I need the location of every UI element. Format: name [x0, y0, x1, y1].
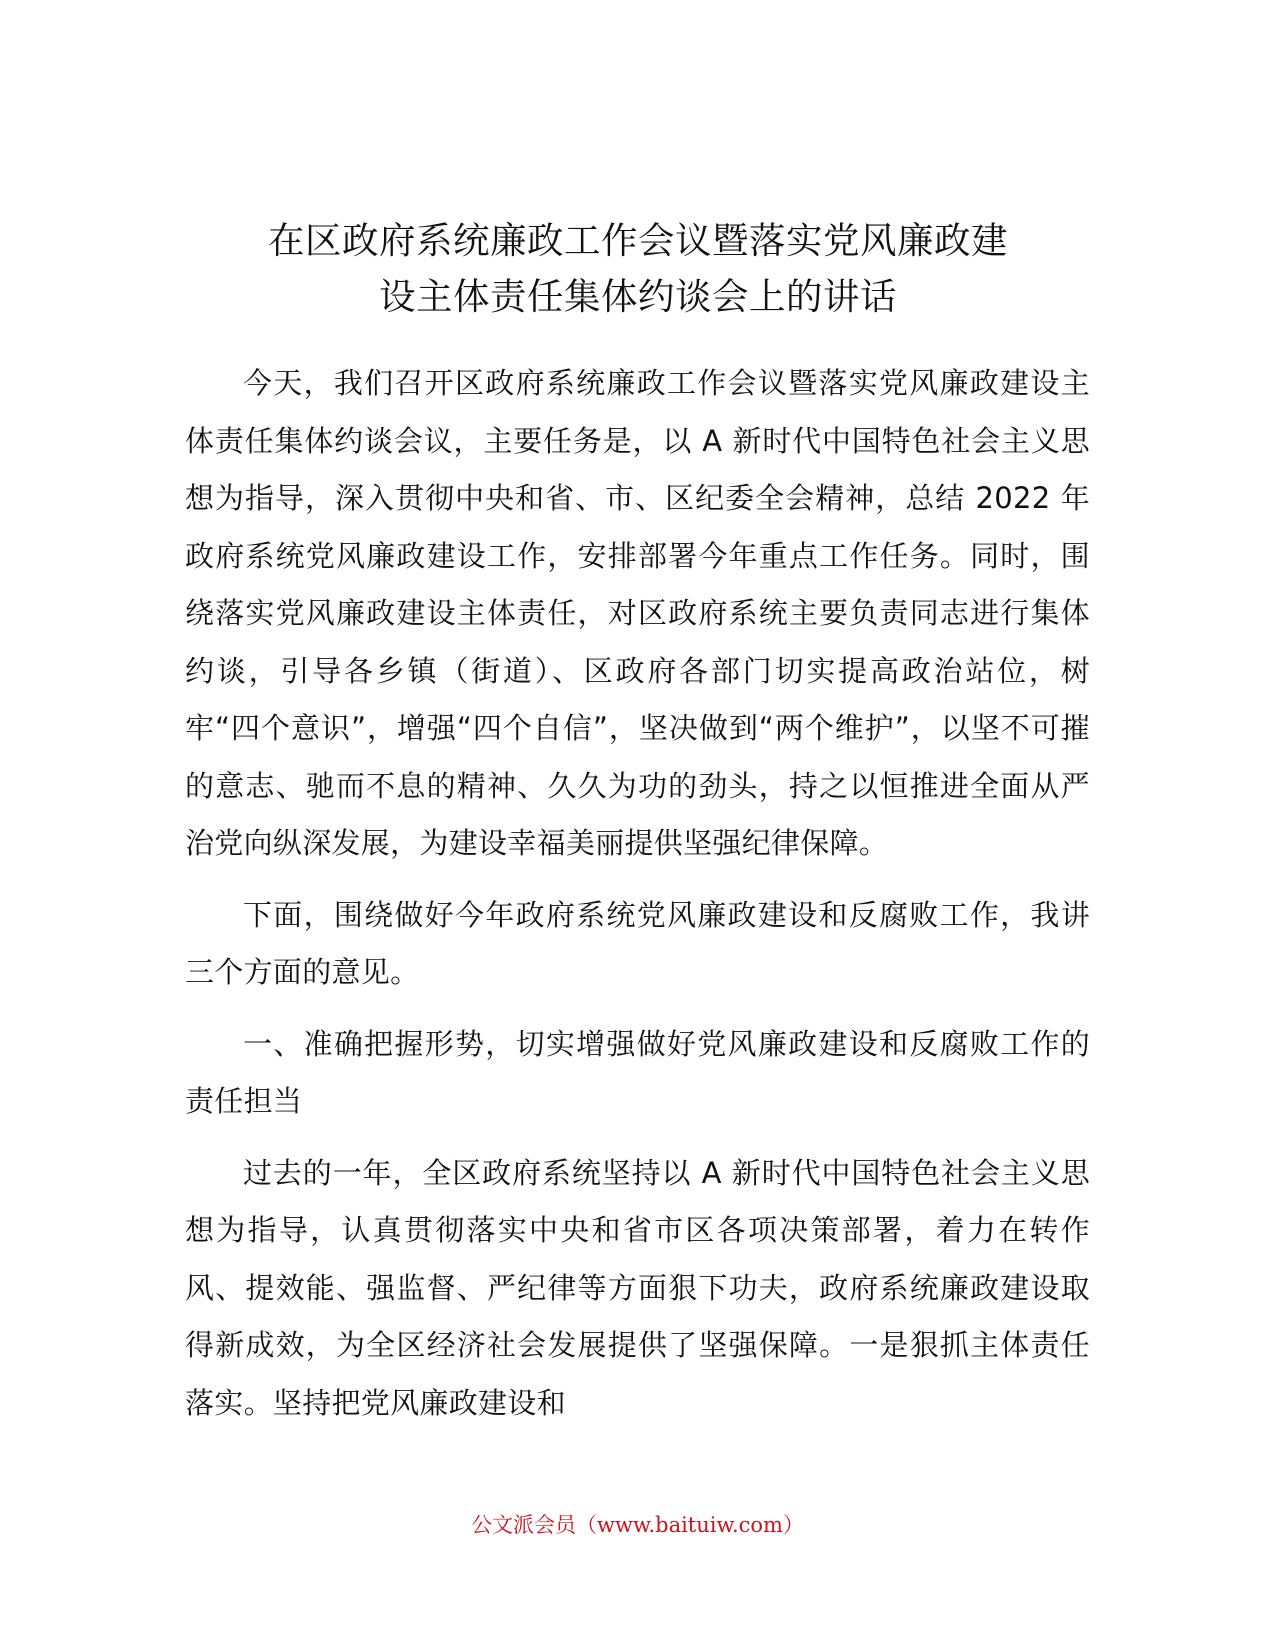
document-title — [180, 213, 1096, 325]
paragraph-intro: 今天，我们召开区政府系统廉政工作会议暨落实党风廉政建设主体责任集体约谈会议，主要任务是，以 A 新时代中国特色社会主义思想为指导，深入贯彻中央和省、市、区纪委全会精神，总结 2022 年政府系统党风廉政建设工作，安排部署今年重点工作任务。同时，围绕落实党风廉政建设主体责任，对区政府系统主要负责同志进行集体约谈，引导各乡镇（街道）、区政府各部门切实提高政治站位，树牢“四个意识”，增强“四个自信”，坚决做到“两个维护”，以坚不可摧的意志、驰而不息的精神、久久为功的劲头，持之以恒推进全面从严治党向纵深发展，为建设幸福美丽提供坚强纪律保障。 — [185, 366, 1090, 860]
document-body — [185, 355, 1090, 1432]
title-line-1: 在区政府系统廉政工作会议暨落实党风廉政建 — [268, 219, 1008, 262]
paragraph-transition: 下面，围绕做好今年政府系统党风廉政建设和反腐败工作，我讲三个方面的意见。 — [185, 897, 1090, 989]
title-line-2: 设主体责任集体约谈会上的讲话 — [379, 275, 897, 318]
section-heading-1: 一、准确把握形势，切实增强做好党风廉政建设和反腐败工作的责任担当 — [185, 1026, 1090, 1118]
paragraph-review: 过去的一年，全区政府系统坚持以 A 新时代中国特色社会主义思想为指导，认真贯彻落实中央和省市区各项决策部署，着力在转作风、提效能、强监督、严纪律等方面狠下功夫，政府系统廉政建设取得新成效，为全区经济社会发展提供了坚强保障。一是狠抓主体责任落实。坚持把党风廉政建设和 — [185, 1155, 1090, 1420]
footer-watermark: 公文派会员（www.baituiw.com） — [471, 1513, 804, 1537]
